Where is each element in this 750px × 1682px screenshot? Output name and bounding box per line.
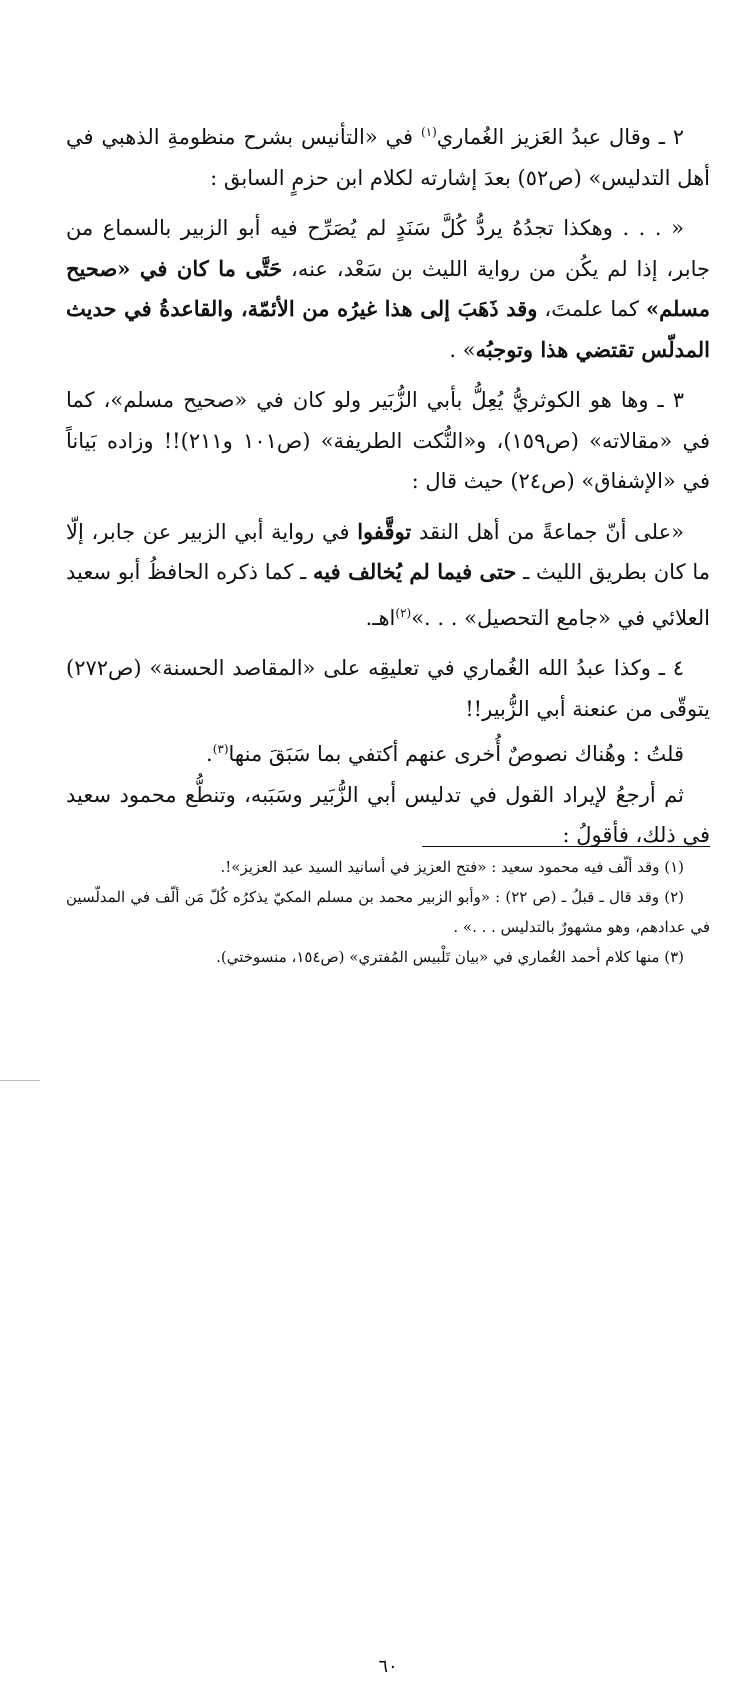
bold-emphasis: توقَّفوا — [357, 518, 412, 544]
quotation-1: « . . . وهكذا تجدُهُ يردُّ كُلَّ سَنَدٍ لم يُصَرِّح فيه أبو الزبير بالسماع من جابر، إذا لم يكُن من رواية الليث بن سَعْد، عنه، حَتَّى ما كان في «صحيح مسلم» كما علمتَ، وقد ذَهَبَ إلى هذا غيرُه من الأئمّة، والقاعدةُ في حديث المدلّس تقتضي هذا وتوجبُه» . — [66, 216, 710, 362]
bold-emphasis: حتى فيما لم يُخالف فيه — [313, 559, 517, 584]
book-page — [66, 104, 710, 1677]
page-number: ٦٠ — [378, 1656, 398, 1677]
footnote-ref-2: (٢) — [395, 605, 412, 620]
paragraph-3: ٣ ـ وها هو الكوثريُّ يُعِلُّ بأبي الزُّبَير ولو كان في «صحيح مسلم»، كما في «مقالاته» (ص١٥٩)، و«النُّكت الطريفة» (ص١٠١ و٢١١)!! وزاده بَياناً في «الإشفاق» (ص٢٤) حيث قال : — [66, 388, 710, 493]
footnote-2: (٢) وقد قال ـ قبلُ ـ (ص ٢٢) : «وأبو الزبير محمد بن مسلم المكيّ يذكرُه كُلّ مَن ألّف في المدلّسين في عدادهم، وهو مشهورٌ بالتدليس . . .» . — [66, 888, 710, 936]
footnote-3: (٣) منها كلام أحمد الغُماري في «بيان تَلْبيس المُفتري» (ص١٥٤، منسوختي). — [216, 948, 684, 966]
footnote-ref-1: (١) — [420, 125, 437, 139]
paragraph-6: ثم أرجعُ لإيراد القول في تدليس أبي الزُّبَير وسَبَبه، وتنطُّع محمود سعيد في ذلك، فأقولُ : — [66, 782, 710, 847]
quotation-2: «على أنّ جماعةً من أهل النقد توقَّفوا في رواية أبي الزبير عن جابر، إلّا ما كان بطريق الليث ـ حتى فيما لم يُخالف فيه ـ كما ذكره الحافظُ أبو سعيد العلائي في «جامع التحصيل» . . .»$^{(٢)}$اهـ. — [66, 518, 710, 630]
bold-emphasis: وقد ذَهَبَ إلى هذا غيرُه من الأئمّة، والقاعدةُ في حديث المدلّس تقتضي هذا وتوجبُه — [66, 296, 710, 362]
bold-emphasis: حَتَّى ما كان في «صحيح مسلم» — [66, 255, 710, 321]
paragraph-2: ٢ ـ وقال عبدُ العَزيز الغُماري$^{(١)}$ في «التأنيس بشرح منظومةِ الذهبي في أهل التدليس» (ص٥٢) بعدَ إشارته لكلام ابن حزمٍ السابق : — [66, 125, 710, 190]
footnote-divider — [422, 846, 710, 847]
scan-edge-mark — [0, 1080, 40, 1081]
paragraph-4: ٤ ـ وكذا عبدُ الله الغُماري في تعليقِه على «المقاصد الحسنة» (ص٢٧٢) يتوقّى من عنعنة أبي الزُّبير!! — [66, 656, 710, 721]
footnotes — [66, 852, 710, 1677]
paragraph-5: قلتُ : وهُناك نصوصٌ أُخرى عنهم أكتفي بما سَبَقَ منها$^{(٣)}$. — [206, 742, 684, 766]
paragraph-number: ٢ ـ — [650, 125, 684, 149]
footnote-ref-3: (٣) — [212, 742, 229, 756]
footnote-1: (١) وقد ألّف فيه محمود سعيد : «فتح العزيز في أسانيد السيد عبد العزيز»!. — [220, 858, 684, 876]
